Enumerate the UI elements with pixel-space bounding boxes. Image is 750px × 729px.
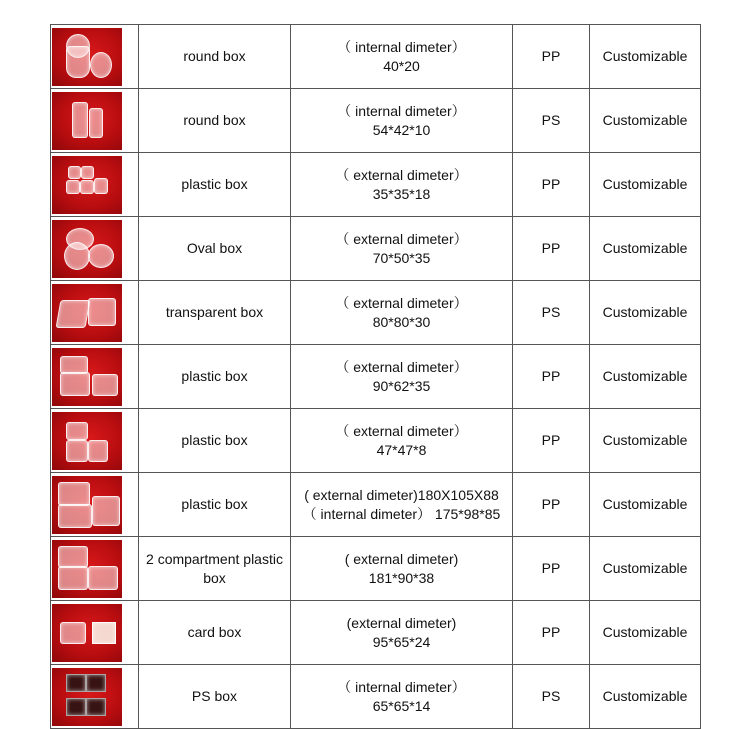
dimension-type: （ internal dimeter） (337, 678, 466, 695)
dimension-value: 95*65*24 (372, 633, 431, 650)
compartment-box-photo (52, 540, 122, 598)
product-dimension (291, 217, 513, 281)
product-image-cell (51, 89, 139, 153)
dimension-value: 80*80*30 (372, 313, 431, 330)
dimension-value: 65*65*14 (372, 697, 431, 714)
dimension-value: （ internal dimeter） 175*98*85 (302, 505, 501, 522)
round-box-photo (52, 92, 122, 150)
product-name: plastic box (139, 345, 291, 409)
product-material: PP (513, 217, 590, 281)
product-dimension (291, 89, 513, 153)
product-name: 2 compartment plastic box (139, 537, 291, 601)
product-material: PP (513, 153, 590, 217)
product-dimension (291, 601, 513, 665)
table-row (51, 601, 701, 665)
product-customizable: Customizable (590, 281, 701, 345)
dimension-value: 70*50*35 (372, 249, 431, 266)
dimension-type: ( external dimeter) (344, 550, 459, 567)
product-dimension (291, 345, 513, 409)
product-dimension (291, 281, 513, 345)
dimension-type: （ external dimeter） (335, 294, 468, 311)
product-dimension (291, 25, 513, 89)
dimension-type: （ external dimeter） (335, 166, 468, 183)
product-image-cell (51, 217, 139, 281)
product-customizable: Customizable (590, 153, 701, 217)
table-row (51, 665, 701, 729)
product-image-cell (51, 25, 139, 89)
product-dimension (291, 473, 513, 537)
dimension-value: 90*62*35 (372, 377, 431, 394)
table-row (51, 537, 701, 601)
product-customizable: Customizable (590, 665, 701, 729)
product-material: PS (513, 665, 590, 729)
product-name: plastic box (139, 409, 291, 473)
oval-box-photo (52, 220, 122, 278)
table-row (51, 409, 701, 473)
product-image-cell (51, 473, 139, 537)
product-name: Oval box (139, 217, 291, 281)
product-name: round box (139, 25, 291, 89)
product-dimension (291, 665, 513, 729)
table-row (51, 345, 701, 409)
product-customizable: Customizable (590, 217, 701, 281)
product-customizable: Customizable (590, 345, 701, 409)
product-customizable: Customizable (590, 409, 701, 473)
product-material: PP (513, 345, 590, 409)
dimension-value: 181*90*38 (368, 569, 435, 586)
dimension-type: ( external dimeter)180X105X88 (304, 486, 499, 503)
product-name: plastic box (139, 153, 291, 217)
dimension-value: 40*20 (383, 57, 420, 74)
table-row (51, 217, 701, 281)
table-row (51, 473, 701, 537)
plastic-box-photo (52, 412, 122, 470)
table-row (51, 153, 701, 217)
product-customizable: Customizable (590, 601, 701, 665)
product-dimension (291, 537, 513, 601)
product-image-cell (51, 601, 139, 665)
product-material: PS (513, 281, 590, 345)
plastic-box-photo (52, 348, 122, 406)
product-dimension (291, 153, 513, 217)
product-spec-table (50, 24, 701, 729)
product-material: PP (513, 537, 590, 601)
product-customizable: Customizable (590, 25, 701, 89)
product-name: round box (139, 89, 291, 153)
product-image-cell (51, 665, 139, 729)
product-image-cell (51, 409, 139, 473)
table-row (51, 25, 701, 89)
dimension-value: 35*35*18 (372, 185, 431, 202)
product-name: plastic box (139, 473, 291, 537)
product-material: PP (513, 25, 590, 89)
dimension-value: 54*42*10 (372, 121, 431, 138)
table-row (51, 89, 701, 153)
product-customizable: Customizable (590, 89, 701, 153)
product-dimension (291, 409, 513, 473)
product-material: PP (513, 473, 590, 537)
product-material: PP (513, 601, 590, 665)
plastic-box-photo (52, 156, 122, 214)
product-material: PP (513, 409, 590, 473)
dimension-type: （ internal dimeter） (337, 38, 466, 55)
dimension-type: （ external dimeter） (335, 358, 468, 375)
card-box-photo (52, 604, 122, 662)
plastic-box-photo (52, 476, 122, 534)
product-image-cell (51, 345, 139, 409)
product-customizable: Customizable (590, 473, 701, 537)
product-image-cell (51, 281, 139, 345)
product-name: transparent box (139, 281, 291, 345)
dimension-type: (external dimeter) (346, 614, 457, 631)
dimension-type: （ internal dimeter） (337, 102, 466, 119)
product-image-cell (51, 153, 139, 217)
dimension-type: （ external dimeter） (335, 230, 468, 247)
ps-box-photo (52, 668, 122, 726)
product-image-cell (51, 537, 139, 601)
transparent-box-photo (52, 284, 122, 342)
product-name: card box (139, 601, 291, 665)
product-material: PS (513, 89, 590, 153)
product-customizable: Customizable (590, 537, 701, 601)
dimension-type: （ external dimeter） (335, 422, 468, 439)
round-box-photo (52, 28, 122, 86)
table-row (51, 281, 701, 345)
product-name: PS box (139, 665, 291, 729)
dimension-value: 47*47*8 (376, 441, 427, 458)
